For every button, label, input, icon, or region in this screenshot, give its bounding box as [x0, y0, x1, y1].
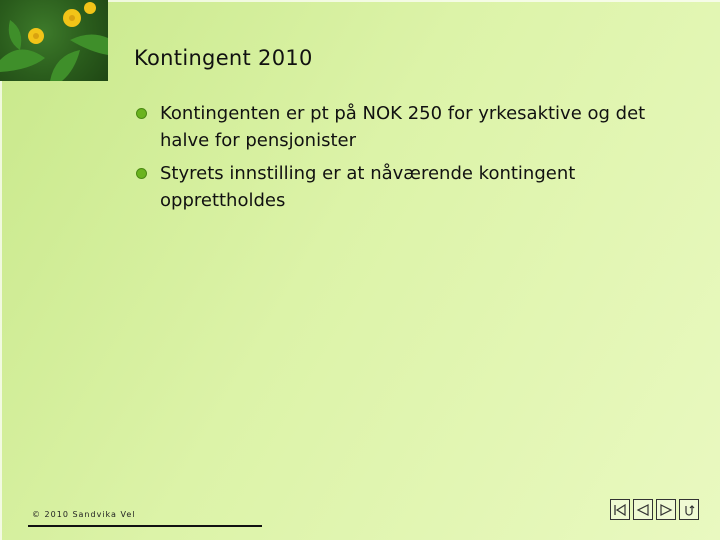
copyright-notice: © 2010 Sandvika Vel — [32, 510, 136, 519]
next-slide-icon — [659, 503, 673, 517]
bullet-icon — [136, 108, 147, 119]
footer-divider — [28, 525, 262, 527]
bullet-item — [136, 100, 696, 154]
return-icon — [682, 503, 696, 517]
decorative-vertical-bar — [0, 81, 2, 540]
first-slide-icon — [613, 503, 627, 517]
slide-navigation — [610, 499, 699, 520]
first-slide-button[interactable] — [610, 499, 630, 520]
decorative-horizontal-bar — [108, 0, 720, 2]
bullet-text: Styrets innstilling er at nåværende kontingent opprettholdes — [160, 163, 576, 211]
next-slide-button[interactable] — [656, 499, 676, 520]
bullet-item — [136, 160, 696, 214]
flower-photo — [0, 0, 108, 81]
return-button[interactable] — [679, 499, 699, 520]
previous-slide-button[interactable] — [633, 499, 653, 520]
bullet-icon — [136, 168, 147, 179]
bullet-list — [136, 100, 696, 220]
bullet-text: Kontingenten er pt på NOK 250 for yrkesaktive og det halve for pensjonister — [160, 103, 646, 151]
slide-title: Kontingent 2010 — [134, 46, 313, 70]
previous-slide-icon — [636, 503, 650, 517]
